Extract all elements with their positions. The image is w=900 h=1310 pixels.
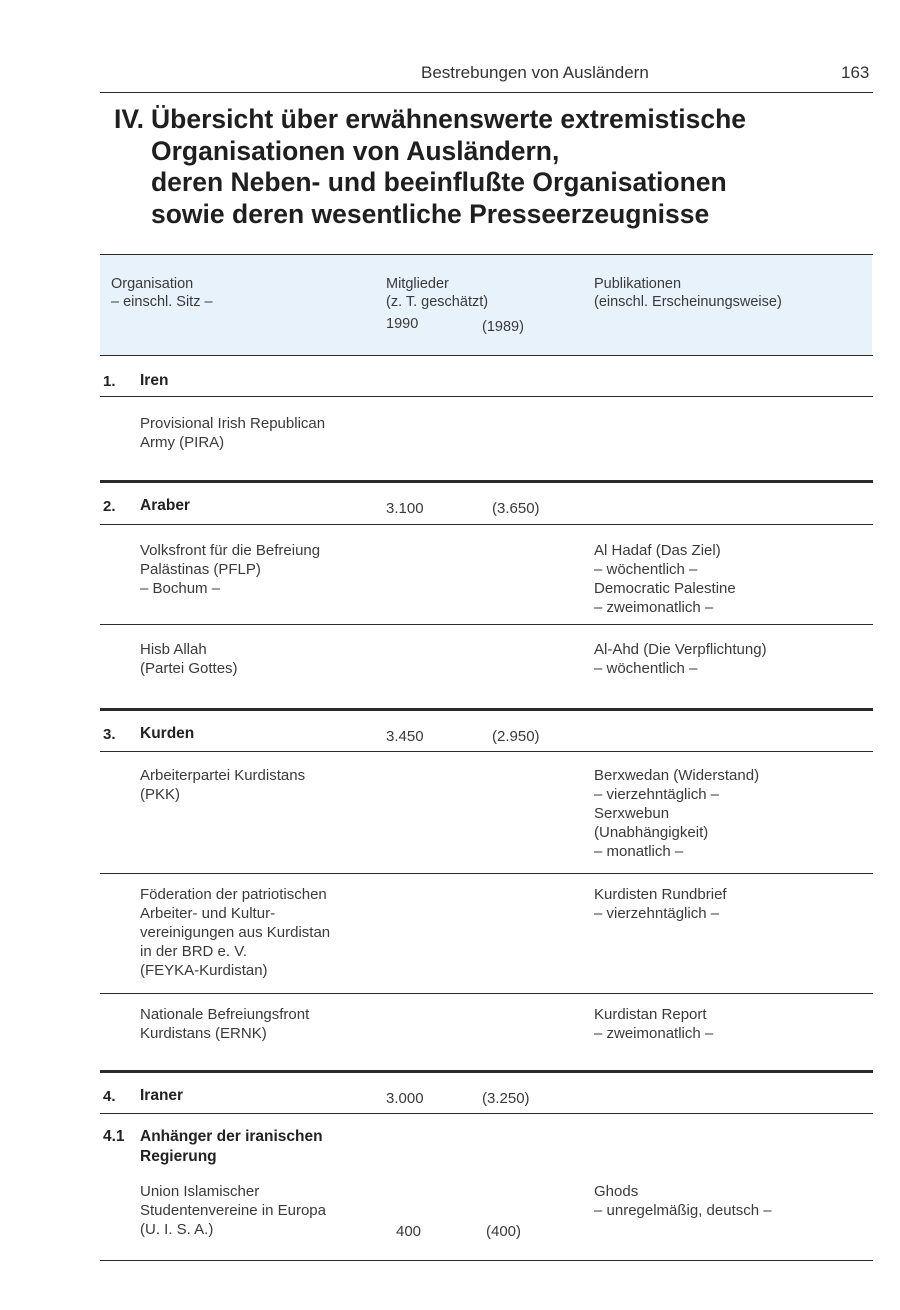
table-header-rule xyxy=(100,355,873,356)
section-number: 4. xyxy=(103,1088,116,1105)
org-line: Hisb Allah xyxy=(140,641,207,658)
section-rule xyxy=(100,751,873,752)
org-line: in der BRD e. V. xyxy=(140,943,247,960)
row-rule xyxy=(100,624,873,625)
section-rule xyxy=(100,1113,873,1114)
org-line: (FEYKA-Kurdistan) xyxy=(140,962,268,979)
org-cell xyxy=(140,640,238,678)
org-line: (PKK) xyxy=(140,786,181,803)
header-line: – einschl. Sitz – xyxy=(111,293,213,310)
section-divider-thick xyxy=(100,1070,873,1073)
org-line: Studentenvereine in Europa xyxy=(140,1202,326,1219)
publication-cell xyxy=(594,766,759,861)
header-line: (einschl. Erscheinungsweise) xyxy=(594,293,782,310)
header-line: (z. T. geschätzt) xyxy=(386,293,489,310)
pub-line: Democratic Palestine xyxy=(594,580,736,597)
section-divider-thick xyxy=(100,480,873,483)
subsection-name xyxy=(140,1127,323,1167)
org-line: – Bochum – xyxy=(140,580,221,597)
subsection-line: Anhänger der iranischen xyxy=(140,1128,323,1145)
members-current: 400 xyxy=(396,1223,422,1240)
org-line: vereinigungen aus Kurdistan xyxy=(140,924,331,941)
pub-line: Ghods xyxy=(594,1183,639,1200)
members-current: 3.100 xyxy=(386,500,424,517)
subsection-line: Regierung xyxy=(140,1148,217,1165)
org-line: Arbeiter- und Kultur- xyxy=(140,905,276,922)
section-divider-thick xyxy=(100,708,873,711)
pub-line: – zweimonatlich – xyxy=(594,599,714,616)
org-cell xyxy=(140,885,330,980)
org-cell xyxy=(140,414,325,452)
pub-line: (Unabhängigkeit) xyxy=(594,824,709,841)
column-header-year-current: 1990 xyxy=(386,316,419,332)
section-name: Kurden xyxy=(140,725,195,742)
page-number: 163 xyxy=(841,63,870,82)
org-line: Arbeiterpartei Kurdistans xyxy=(140,767,306,784)
pub-line: – wöchentlich – xyxy=(594,660,698,677)
row-rule xyxy=(100,873,873,874)
column-header-year-previous: (1989) xyxy=(482,319,524,335)
heading-line: Übersicht über erwähnenswerte extremistische xyxy=(151,104,747,134)
publication-cell xyxy=(594,640,767,678)
publication-cell xyxy=(594,885,727,923)
pub-line: – wöchentlich – xyxy=(594,561,698,578)
pub-line: Kurdistan Report xyxy=(594,1006,707,1023)
section-number: 2. xyxy=(103,498,116,515)
pub-line: Kurdisten Rundbrief xyxy=(594,886,727,903)
org-line: Nationale Befreiungsfront xyxy=(140,1006,310,1023)
pub-line: – monatlich – xyxy=(594,843,684,860)
pub-line: Serxwebun xyxy=(594,805,670,822)
org-cell xyxy=(140,541,320,598)
pub-line: – vierzehntäglich – xyxy=(594,786,720,803)
org-line: Union Islamischer xyxy=(140,1183,260,1200)
pub-line: Berxwedan (Widerstand) xyxy=(594,767,760,784)
org-line: Army (PIRA) xyxy=(140,434,225,451)
heading-line: deren Neben- und beeinflußte Organisationen xyxy=(151,167,727,197)
table-top-rule xyxy=(100,254,873,255)
publication-cell xyxy=(594,1005,713,1043)
pub-line: – vierzehntäglich – xyxy=(594,905,720,922)
running-header-title: Bestrebungen von Ausländern xyxy=(421,63,649,82)
subsection-number: 4.1 xyxy=(103,1128,125,1145)
header-line: Publikationen xyxy=(594,276,682,292)
org-line: Föderation der patriotischen xyxy=(140,886,327,903)
org-cell xyxy=(140,766,305,804)
publication-cell xyxy=(594,1182,772,1220)
org-line: (Partei Gottes) xyxy=(140,660,238,677)
column-header-mitglieder xyxy=(386,276,488,311)
org-line: Kurdistans (ERNK) xyxy=(140,1025,267,1042)
org-line: Provisional Irish Republican xyxy=(140,415,326,432)
org-cell xyxy=(140,1005,309,1043)
org-line: Volksfront für die Befreiung xyxy=(140,542,321,559)
pub-line: Al-Ahd (Die Verpflichtung) xyxy=(594,641,767,658)
section-rule xyxy=(100,396,873,397)
members-previous: (400) xyxy=(486,1223,522,1240)
members-previous: (2.950) xyxy=(492,728,540,745)
org-cell xyxy=(140,1182,326,1239)
row-rule xyxy=(100,993,873,994)
heading-line: Organisationen von Ausländern, xyxy=(151,135,560,166)
pub-line: Al Hadaf (Das Ziel) xyxy=(594,542,721,559)
table-bottom-rule xyxy=(100,1260,873,1261)
members-previous: (3.650) xyxy=(492,500,540,517)
section-number: 3. xyxy=(103,726,116,743)
publication-cell xyxy=(594,541,736,617)
pub-line: – unregelmäßig, deutsch – xyxy=(594,1202,772,1219)
members-current: 3.000 xyxy=(386,1090,424,1107)
header-line: Organisation xyxy=(111,276,194,292)
org-line: (U. I. S. A.) xyxy=(140,1221,214,1238)
header-line: Mitglieder xyxy=(386,276,449,292)
section-name: Iraner xyxy=(140,1087,184,1104)
members-previous: (3.250) xyxy=(482,1090,530,1107)
column-header-organisation xyxy=(111,276,213,311)
members-current: 3.450 xyxy=(386,728,424,745)
header-rule xyxy=(100,92,873,93)
section-rule xyxy=(100,524,873,525)
heading-line: sowie deren wesentliche Presseerzeugnisse xyxy=(151,198,710,229)
pub-line: – zweimonatlich – xyxy=(594,1025,714,1042)
section-name: Araber xyxy=(140,497,190,514)
heading-number: IV. xyxy=(114,104,144,134)
section-name: Iren xyxy=(140,372,169,389)
org-line: Palästinas (PFLP) xyxy=(140,561,261,578)
section-number: 1. xyxy=(103,373,116,390)
column-header-publikationen xyxy=(594,276,782,311)
